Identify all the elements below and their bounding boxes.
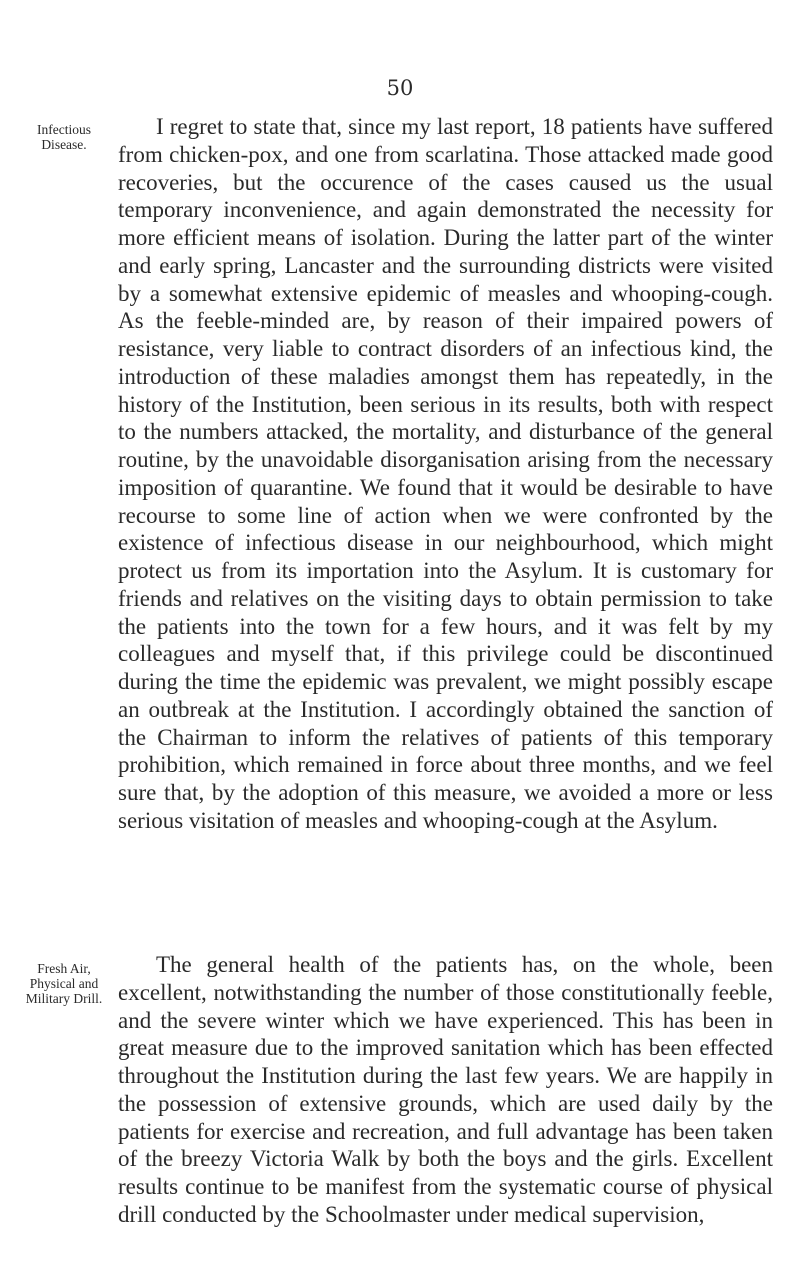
- margin-note-line: Military Drill.: [25, 991, 103, 1006]
- margin-note-line: Infectious: [37, 122, 91, 137]
- paragraph-infectious-disease: I regret to state that, since my last report, 18 patients have suffered from chicken-pox, and one from scarlatina. Those attacked made good recoveries, but the occurence of the cases caused us the usual temporary inconvenience, and again demonstrated the necessity for more efficient means of isolation. During the latter part of the winter and early spring, Lancaster and the surrounding districts were visited by a somewhat extensive epidemic of measles and whooping-cough. As the feeble-minded are, by reason of their impaired powers of resistance, very liable to contract disorders of an infectious kind, the introduction of these maladies amongst them has repeatedly, in the history of the Institution, been serious in its results, both with respect to the numbers attacked, the mortality, and disturbance of the general routine, by the unavoidable disorganisation arising from the necessary imposition of quarantine. We found that it would be desirable to have recourse to some line of action when we were confronted by the existence of infectious disease in our neighbourhood, which might protect us from its importation into the Asylum. It is customary for friends and relatives on the visiting days to obtain permission to take the patients into the town for a few hours, and it was felt by my colleagues and myself that, if this privilege could be discontinued during the time the epidemic was prevalent, we might possibly escape an outbreak at the Institution. I accordingly obtained the sanction of the Chairman to inform the relatives of patients of this temporary prohibition, which remained in force about three months, and we feel sure that, by the adoption of this measure, we avoided a more or less serious visitation of measles and whooping-cough at the Asylum.: [118, 114, 773, 833]
- margin-note-infectious-disease: [18, 122, 110, 152]
- margin-note-line: Disease.: [41, 137, 87, 152]
- page-number: 50: [386, 76, 414, 100]
- margin-note-line: Physical and: [29, 976, 99, 991]
- paragraph-fresh-air: The general health of the patients has, on the whole, been excellent, notwithstanding the number of those constitutionally feeble, and the severe winter which we have experienced. This has been in great measure due to the improved sanitation which has been effected throughout the Institution during the last few years. We are happily in the possession of extensive grounds, which are used daily by the patients for exercise and recreation, and full advantage has been taken of the breezy Victoria Walk by both the boys and the girls. Excellent results continue to be manifest from the systematic course of physical drill conducted by the Schoolmaster under medical supervision,: [118, 952, 773, 1227]
- margin-note-line: Fresh Air,: [37, 961, 91, 976]
- margin-note-fresh-air: [18, 961, 110, 1006]
